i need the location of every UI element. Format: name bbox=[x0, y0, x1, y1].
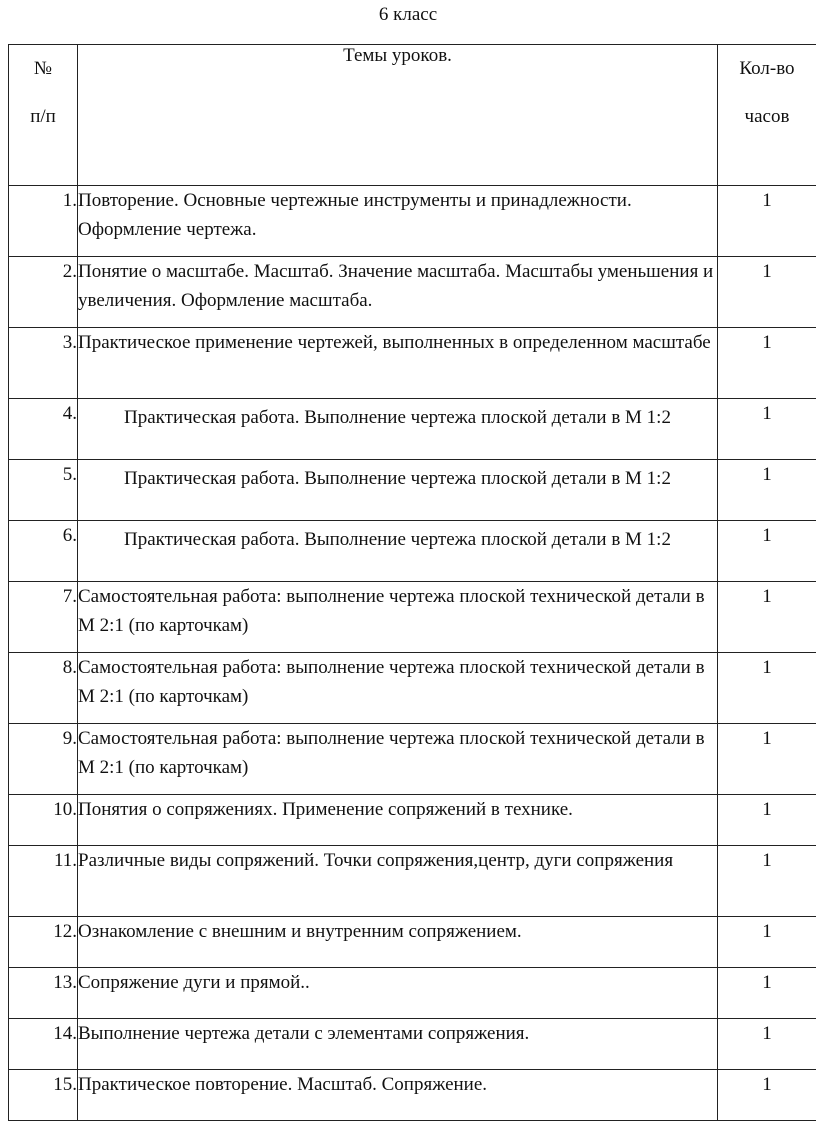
row-number: 5. bbox=[9, 460, 78, 521]
row-hours: 1 bbox=[718, 795, 816, 846]
row-topic: Практическая работа. Выполнение чертежа плоской детали в М 1:2 bbox=[78, 399, 718, 460]
table-row bbox=[9, 582, 816, 653]
row-topic: Выполнение чертежа детали с элементами сопряжения. bbox=[78, 1019, 718, 1070]
row-topic: Практическая работа. Выполнение чертежа плоской детали в М 1:2 bbox=[78, 460, 718, 521]
row-topic: Сопряжение дуги и прямой.. bbox=[78, 968, 718, 1019]
row-number: 3. bbox=[9, 328, 78, 399]
row-number: 11. bbox=[9, 846, 78, 917]
row-hours: 1 bbox=[718, 917, 816, 968]
row-topic: Практическая работа. Выполнение чертежа плоской детали в М 1:2 bbox=[78, 521, 718, 582]
row-number: 9. bbox=[9, 724, 78, 795]
row-topic: Самостоятельная работа: выполнение чертежа плоской технической детали в М 2:1 (по карточкам) bbox=[78, 653, 718, 724]
header-hours bbox=[718, 45, 816, 186]
table-row bbox=[9, 521, 816, 582]
row-topic: Практическое применение чертежей, выполненных в определенном масштабе bbox=[78, 328, 718, 399]
header-hours-line2: часов bbox=[744, 106, 790, 127]
row-topic: Самостоятельная работа: выполнение чертежа плоской технической детали в М 2:1 (по карточкам) bbox=[78, 582, 718, 653]
row-hours: 1 bbox=[718, 653, 816, 724]
row-number: 4. bbox=[9, 399, 78, 460]
table-row bbox=[9, 257, 816, 328]
row-number: 15. bbox=[9, 1070, 78, 1121]
lesson-plan-table bbox=[8, 44, 816, 1121]
header-hours-line1: Кол-во bbox=[739, 58, 795, 79]
row-hours: 1 bbox=[718, 968, 816, 1019]
row-number: 1. bbox=[9, 186, 78, 257]
row-number: 13. bbox=[9, 968, 78, 1019]
table-row bbox=[9, 968, 816, 1019]
row-hours: 1 bbox=[718, 1019, 816, 1070]
row-hours: 1 bbox=[718, 328, 816, 399]
row-number: 7. bbox=[9, 582, 78, 653]
table-row bbox=[9, 328, 816, 399]
row-number: 14. bbox=[9, 1019, 78, 1070]
row-hours: 1 bbox=[718, 460, 816, 521]
row-hours: 1 bbox=[718, 399, 816, 460]
table-row bbox=[9, 186, 816, 257]
row-topic: Понятие о масштабе. Масштаб. Значение масштаба. Масштабы уменьшения и увеличения. Оформление масштаба. bbox=[78, 257, 718, 328]
header-number-label: п/п bbox=[30, 106, 56, 127]
row-hours: 1 bbox=[718, 186, 816, 257]
row-hours: 1 bbox=[718, 257, 816, 328]
row-number: 12. bbox=[9, 917, 78, 968]
table-row bbox=[9, 1070, 816, 1121]
table-row bbox=[9, 846, 816, 917]
table-row bbox=[9, 795, 816, 846]
table-row bbox=[9, 653, 816, 724]
page-title: 6 класс bbox=[378, 4, 438, 25]
row-topic: Повторение. Основные чертежные инструменты и принадлежности. Оформление чертежа. bbox=[78, 186, 718, 257]
header-number bbox=[9, 45, 78, 186]
table-row bbox=[9, 399, 816, 460]
row-number: 8. bbox=[9, 653, 78, 724]
row-topic: Самостоятельная работа: выполнение чертежа плоской технической детали в М 2:1 (по карточкам) bbox=[78, 724, 718, 795]
row-hours: 1 bbox=[718, 846, 816, 917]
row-topic: Различные виды сопряжений. Точки сопряжения,центр, дуги сопряжения bbox=[78, 846, 718, 917]
header-number-symbol: № bbox=[33, 58, 53, 79]
row-number: 10. bbox=[9, 795, 78, 846]
row-hours: 1 bbox=[718, 1070, 816, 1121]
header-topic: Темы уроков. bbox=[78, 45, 718, 186]
row-hours: 1 bbox=[718, 724, 816, 795]
row-number: 2. bbox=[9, 257, 78, 328]
table-row bbox=[9, 460, 816, 521]
table-header-row bbox=[9, 45, 816, 186]
row-topic: Практическое повторение. Масштаб. Сопряжение. bbox=[78, 1070, 718, 1121]
row-hours: 1 bbox=[718, 521, 816, 582]
row-number: 6. bbox=[9, 521, 78, 582]
table-row bbox=[9, 1019, 816, 1070]
row-hours: 1 bbox=[718, 582, 816, 653]
row-topic: Ознакомление с внешним и внутренним сопряжением. bbox=[78, 917, 718, 968]
row-topic: Понятия о сопряжениях. Применение сопряжений в технике. bbox=[78, 795, 718, 846]
table-row bbox=[9, 917, 816, 968]
table-row bbox=[9, 724, 816, 795]
